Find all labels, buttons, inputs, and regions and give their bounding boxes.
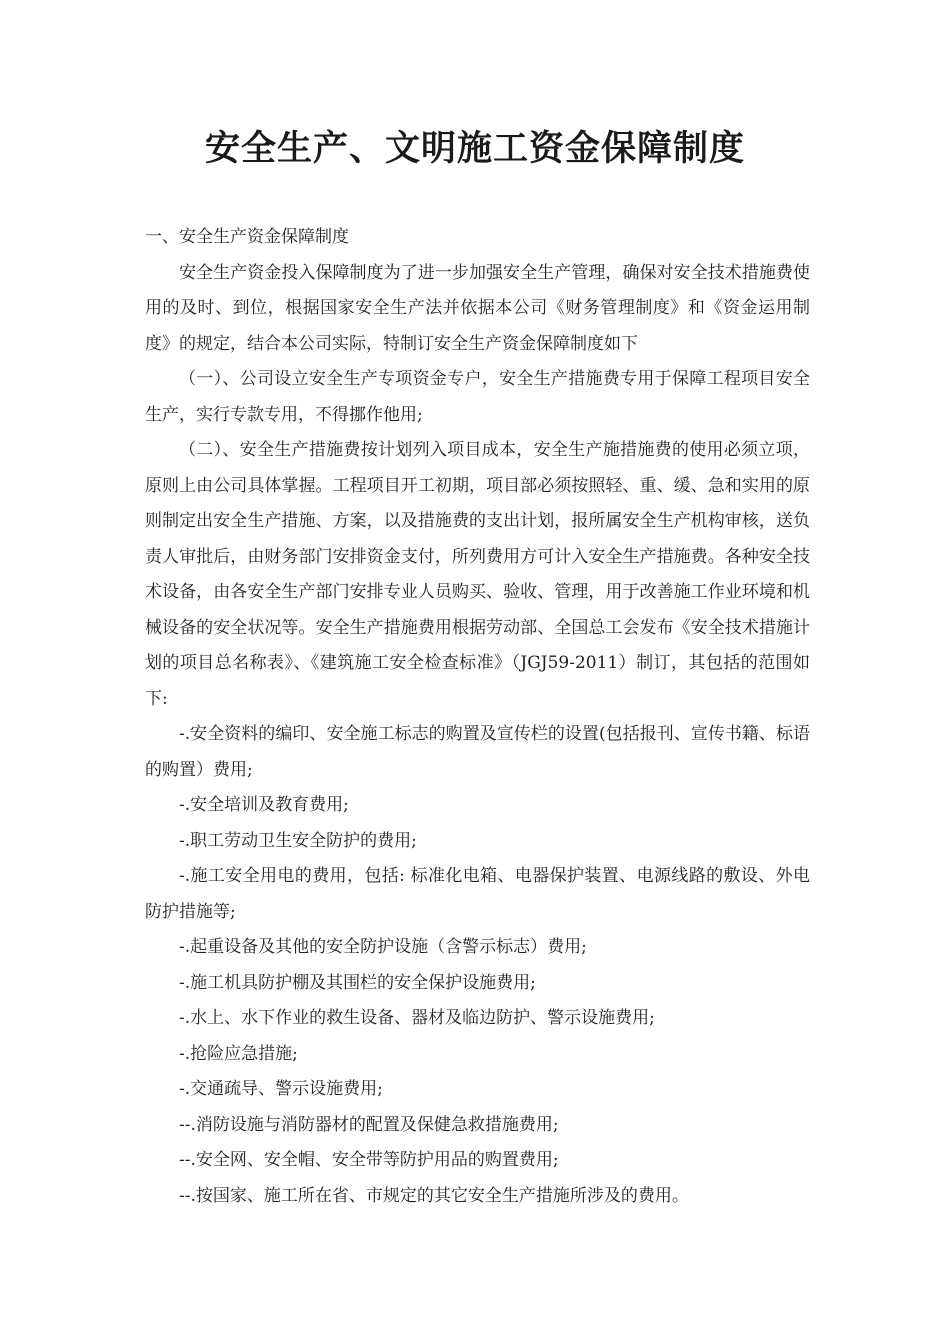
clause-1-paragraph: （一）、公司设立安全生产专项资金专户，安全生产措施费专用于保障工程项目安全生产，实行专款专用，不得挪作他用; [145, 369, 810, 425]
intro-paragraph: 安全生产资金投入保障制度为了进一步加强安全生产管理，确保对安全技术措施费使用的及时、到位，根据国家安全生产法并依据本公司《财务管理制度》和《资金运用制度》的规定，结合本公司实际，特制订安全生产资金保障制度如下 [145, 262, 810, 354]
list-item: -.起重设备及其他的安全防护设施（含警示标志）费用; [179, 937, 587, 957]
list-item: --.消防设施与消防器材的配置及保健急救措施费用; [179, 1114, 559, 1135]
list-item: -.职工劳动卫生安全防护的费用; [179, 830, 417, 851]
list-item: -.安全培训及教育费用; [179, 795, 349, 815]
list-item: -.安全资料的编印、安全施工标志的购置及宣传栏的设置(包括报刊、宣传书籍、标语的购置）费用; [145, 724, 810, 780]
list-item: --.按国家、施工所在省、市规定的其它安全生产措施所涉及的费用。 [179, 1185, 689, 1206]
clause-2-paragraph: （二）、安全生产措施费按计划列入项目成本，安全生产施措施费的使用必须立项，原则上由公司具体掌握。工程项目开工初期，项目部必须按照轻、重、缓、急和实用的原则制定出安全生产措施、方案，以及措施费的支出计划，报所属安全生产机构审核，送负责人审批后，由财务部门安排资金支付，所列费用方可计入安全生产措施费。各种安全技术设备，由各安全生产部门安排专业人员购买、验收、管理，用于改善施工作业环境和机械设备的安全状况等。安全生产措施费用根据劳动部、全国总工会发布《安全技术措施计划的项目总名称表》、《建筑施工安全检查标准》（JGJ59-2011）制订，其包括的范围如下: [145, 440, 810, 709]
list-item: -.水上、水下作业的救生设备、器材及临边防护、警示设施费用; [179, 1008, 655, 1028]
list-item: --.安全网、安全帽、安全带等防护用品的购置费用; [179, 1150, 559, 1170]
document-body [145, 220, 810, 1214]
document-title: 安全生产、文明施工资金保障制度 [204, 128, 745, 169]
list-item: -.交通疏导、警示设施费用; [179, 1079, 383, 1099]
section-heading: 一、安全生产资金保障制度 [145, 227, 349, 247]
list-item: -.施工机具防护棚及其围栏的安全保护设施费用; [179, 972, 536, 993]
list-item: -.抢险应急措施; [179, 1043, 298, 1064]
list-item: -.施工安全用电的费用，包括: 标准化电箱、电器保护装置、电源线路的敷设、外电防护措施等; [145, 866, 810, 922]
